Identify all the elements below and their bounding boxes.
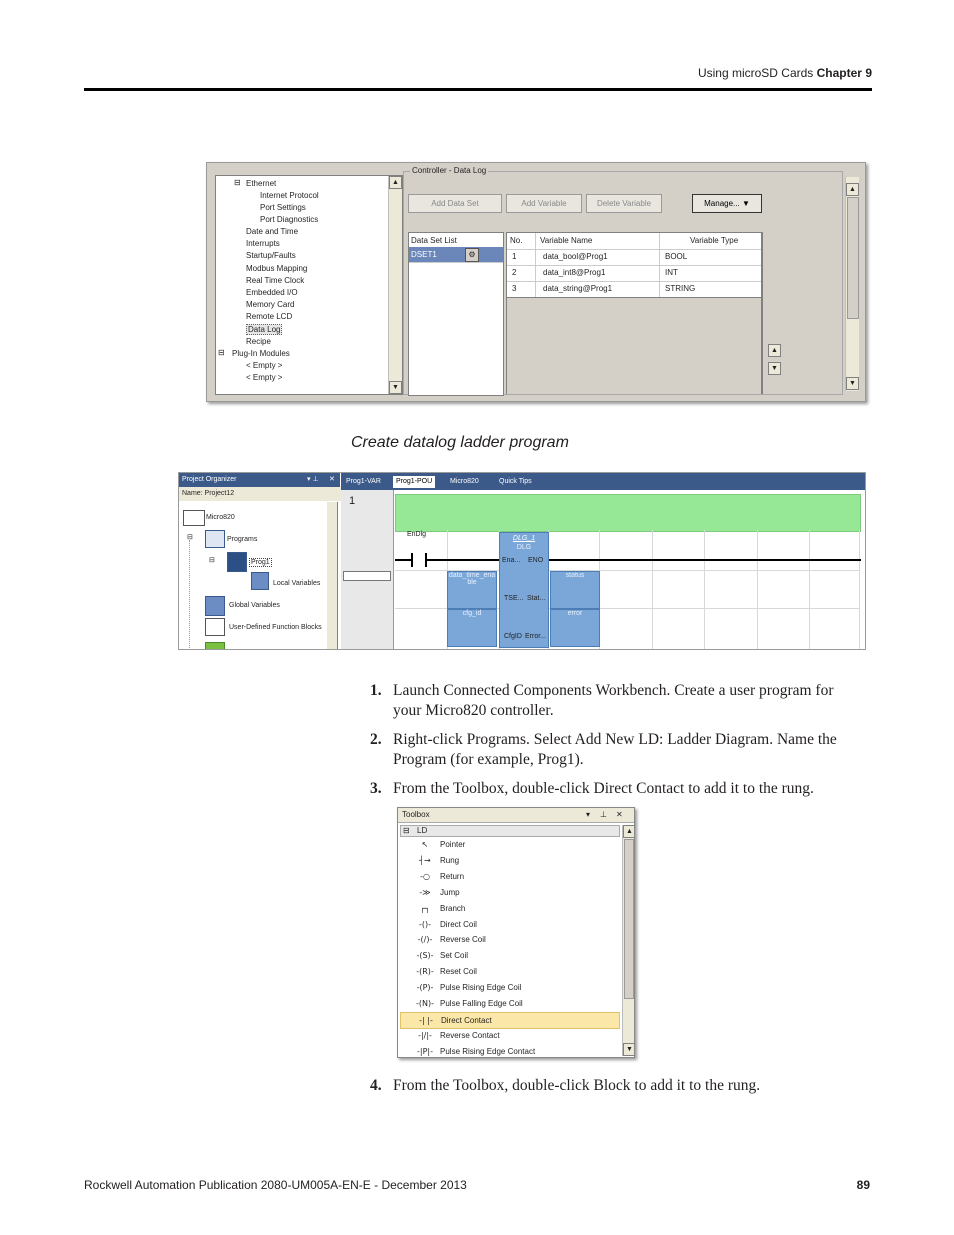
project-tree (179, 502, 338, 649)
scroll-down-icon[interactable]: ▼ (623, 1043, 635, 1056)
rung-handle[interactable] (343, 571, 391, 581)
tab-prog1-pou[interactable]: Prog1-POU (393, 476, 435, 488)
scroll-thumb[interactable] (847, 197, 859, 319)
pin-cfgid: CfgID (504, 633, 522, 640)
pin-error: Error... (525, 633, 547, 640)
data-set-name: DSET1 (411, 250, 437, 259)
toolbox-item[interactable] (400, 885, 618, 900)
global-variables-icon (205, 596, 225, 616)
move-down-icon[interactable]: ▼ (768, 362, 781, 375)
var-data-time-enable[interactable] (447, 571, 497, 609)
grid-line (704, 530, 705, 649)
rung-line (395, 559, 861, 561)
table-row[interactable] (507, 281, 761, 297)
toolbox-screenshot (397, 807, 635, 1058)
var-cfg-id[interactable] (447, 609, 497, 647)
tree-item-udfb[interactable]: User-Defined Function Blocks (229, 624, 322, 631)
tree-item-data-log[interactable]: Data Log (248, 325, 281, 334)
step-number: 1. (370, 682, 382, 699)
variable-table-header (507, 233, 761, 250)
tree-scrollbar[interactable] (388, 176, 402, 394)
var-error[interactable] (550, 609, 600, 647)
scroll-up-icon[interactable]: ▲ (623, 825, 635, 838)
collapse-icon[interactable]: ⊟ (234, 178, 241, 187)
close-icon[interactable]: ✕ (329, 473, 339, 487)
tree-item-port-settings[interactable]: Port Settings (260, 203, 306, 212)
block-instance: DLG_1 (512, 535, 536, 542)
step-text: Launch Connected Components Workbench. Create a user program for your Micro820 controller. (393, 682, 834, 719)
tree-item-embedded-io[interactable]: Embedded I/O (246, 288, 298, 297)
col-divider (535, 233, 536, 297)
toolbox-item[interactable] (400, 837, 618, 852)
toolbox-item-label: Jump (440, 887, 460, 897)
table-row[interactable] (507, 249, 761, 266)
toolbox-scrollbar[interactable] (622, 825, 634, 1056)
variable-table (506, 232, 762, 298)
tab-micro820[interactable]: Micro820 (450, 478, 479, 485)
ladder-screenshot (178, 472, 866, 650)
block-type: DLG (516, 544, 532, 551)
toolbox-item[interactable] (400, 932, 618, 947)
pin-stat: Stat... (527, 595, 546, 602)
pin-icon[interactable]: ▾ ⊥ (307, 476, 319, 483)
controller-tree (215, 175, 403, 395)
close-icon[interactable]: ✕ (616, 810, 623, 819)
toolbox-item[interactable] (400, 1012, 620, 1029)
udfb-icon (205, 618, 225, 636)
pulse-falling-coil-icon: -(N)- (416, 999, 434, 1008)
tree-item-memory-card[interactable]: Memory Card (246, 300, 295, 309)
table-row[interactable] (507, 265, 761, 282)
rung-number-column (341, 490, 394, 649)
tree-item-port-diagnostics[interactable]: Port Diagnostics (260, 215, 319, 224)
direct-contact-icon: -| |- (419, 1015, 433, 1025)
tree-item-recipe[interactable]: Recipe (246, 337, 271, 346)
toolbox-item-label: Reset Coil (440, 967, 477, 977)
tree-item-empty-1[interactable]: < Empty > (246, 361, 283, 370)
toolbox-item[interactable] (400, 980, 618, 995)
add-variable-button[interactable]: Add Variable (506, 194, 582, 213)
pulse-rising-coil-icon: -(P)- (416, 983, 434, 993)
tree-item-modbus-mapping[interactable]: Modbus Mapping (246, 264, 308, 273)
footer-page-number: 89 (856, 1178, 870, 1192)
toolbox-item-label: Pulse Rising Edge Contact (440, 1046, 536, 1056)
tree-item-empty-2[interactable]: < Empty > (246, 373, 283, 382)
toolbox-item[interactable] (400, 853, 618, 868)
grid-line (757, 530, 758, 649)
group-title: Controller - Data Log (412, 166, 487, 175)
col-divider (659, 233, 660, 297)
toolbox-category-ld[interactable] (400, 825, 620, 837)
tree-item-plug-in-modules[interactable]: Plug-In Modules (232, 349, 290, 358)
step-text: From the Toolbox, double-click Direct Contact to add it to the rung. (393, 780, 814, 797)
tab-prog1-var[interactable]: Prog1-VAR (346, 478, 381, 485)
datalog-screenshot (206, 162, 866, 402)
figure-caption: Create datalog ladder program (351, 434, 569, 451)
cell-no: 1 (512, 252, 517, 261)
step-number: 4. (370, 1077, 382, 1094)
step-text: From the Toolbox, double-click Block to add it to the rung. (393, 1077, 761, 1094)
tree-item-interrupts[interactable]: Interrupts (246, 239, 280, 248)
direct-coil-icon: -()- (418, 919, 431, 929)
var-label: data_time_ena ble (448, 572, 496, 586)
rung-comment-area[interactable] (395, 494, 861, 532)
toolbox-item-label: Pulse Rising Edge Coil (440, 983, 522, 993)
datalog-group (403, 166, 843, 395)
toolbox-item[interactable] (400, 1044, 618, 1058)
toolbox-item[interactable] (400, 948, 618, 963)
collapse-icon[interactable]: ⊟ (187, 534, 193, 541)
programs-icon (205, 530, 225, 548)
grid-line (652, 530, 653, 649)
dropdown-icon[interactable]: ▾ (586, 810, 591, 819)
cell-no: 2 (512, 268, 517, 277)
tree-item-date-and-time[interactable]: Date and Time (246, 227, 299, 236)
cell-no: 3 (512, 284, 517, 293)
data-types-icon (205, 642, 225, 650)
pin-eno: ENO (528, 557, 544, 564)
controller-icon (183, 510, 205, 526)
tree-item-remote-lcd[interactable]: Remote LCD (246, 312, 293, 321)
tree-item-local-variables[interactable]: Local Variables (273, 580, 321, 587)
local-variables-icon (251, 572, 269, 590)
toolbox-title-bar (398, 808, 634, 823)
scroll-up-icon[interactable]: ▲ (389, 176, 402, 189)
tree-item-global-variables[interactable]: Global Variables (229, 602, 280, 609)
project-name: Name: Project12 (179, 487, 342, 501)
pin-icon[interactable]: ⊥ (600, 810, 607, 819)
scroll-thumb[interactable] (624, 839, 634, 999)
pin-tse: TSE... (504, 595, 524, 602)
step-text: Right-click Programs. Select Add New LD: Ladder Diagram. Name the Program (for example, Prog1). (393, 731, 837, 768)
tree-item-prog1[interactable]: Prog1 (251, 559, 270, 566)
toolbox-item-label: Direct Contact (441, 1015, 492, 1025)
manage-label: Manage... (704, 199, 740, 208)
toolbox-item-label: Rung (440, 855, 460, 865)
col-variable-type: Variable Type (690, 236, 739, 245)
cell-name: data_int8@Prog1 (543, 268, 606, 277)
footer-publication: Rockwell Automation Publication 2080-UM005A-EN-E - December 2013 (84, 1178, 467, 1192)
dlg-function-block[interactable] (499, 532, 549, 648)
reverse-contact-icon: -|/|- (418, 1030, 432, 1040)
cell-name: data_bool@Prog1 (543, 252, 608, 261)
delete-variable-button[interactable]: Delete Variable (586, 194, 662, 213)
jump-icon: -≫ (419, 887, 431, 897)
reverse-coil-icon: -(/)- (417, 935, 433, 945)
toolbox-item[interactable] (400, 901, 618, 916)
add-data-set-button[interactable]: Add Data Set (408, 194, 502, 213)
pointer-icon: ↖ (421, 840, 429, 849)
move-up-icon[interactable]: ▲ (768, 344, 781, 357)
scroll-down-icon[interactable]: ▼ (389, 381, 402, 394)
scroll-up-icon[interactable]: ▲ (846, 183, 859, 196)
tab-quick-tips[interactable]: Quick Tips (499, 478, 532, 485)
var-status[interactable] (550, 571, 600, 609)
step-number: 2. (370, 731, 382, 748)
grid-line (809, 530, 810, 649)
var-label: error (567, 610, 583, 617)
running-header (698, 66, 872, 80)
tree-item-real-time-clock[interactable]: Real Time Clock (246, 276, 305, 285)
toolbox-item[interactable] (400, 996, 618, 1011)
cell-type: INT (665, 268, 678, 277)
cell-type: BOOL (665, 252, 688, 261)
data-set-list (408, 232, 504, 396)
tree-item-startup-faults[interactable]: Startup/Faults (246, 251, 296, 260)
toolbox-item-label: Direct Coil (440, 919, 477, 929)
variable-table-empty-area (506, 296, 762, 394)
manage-button[interactable] (692, 194, 762, 213)
set-coil-icon: -(S)- (416, 951, 434, 961)
tree-connector (189, 540, 191, 650)
pulse-rising-contact-icon: -|P|- (417, 1046, 433, 1056)
project-organizer-title (179, 473, 340, 487)
cell-type: STRING (665, 284, 696, 293)
toolbox-item-label: Branch (440, 903, 466, 913)
header-rule (84, 88, 872, 91)
gear-icon[interactable]: ⚙ (465, 248, 479, 262)
toolbox-item-label: Set Coil (440, 951, 469, 961)
tree-item-programs[interactable]: Programs (227, 536, 258, 543)
toolbox-item-label: Return (440, 871, 465, 881)
contact-label: EnDlg (407, 531, 427, 538)
toolbox-item-label: Reverse Contact (440, 1030, 500, 1040)
divider (762, 232, 763, 394)
toolbox-item-label: Reverse Coil (440, 935, 486, 945)
toolbox-item-label: Pointer (440, 840, 466, 849)
collapse-icon[interactable]: ⊟ (209, 557, 215, 564)
toolbox-item[interactable] (400, 869, 618, 884)
toolbox-item[interactable] (400, 964, 618, 979)
tree-item-ethernet[interactable]: Ethernet (246, 179, 277, 188)
grid-line (859, 530, 860, 649)
collapse-icon[interactable]: ⊟ (218, 348, 225, 357)
step-number: 3. (370, 780, 382, 797)
reset-coil-icon: -(R)- (416, 967, 434, 977)
project-tree-scrollbar[interactable] (327, 502, 337, 649)
return-icon: -○ (420, 871, 430, 881)
page-scrollbar[interactable] (845, 177, 859, 391)
header-section: Using microSD Cards (697, 66, 814, 80)
data-set-row[interactable] (409, 247, 503, 263)
tree-item-internet-protocol[interactable]: Internet Protocol (260, 191, 319, 200)
data-set-list-header: Data Set List (411, 236, 457, 245)
col-no: No. (510, 236, 523, 245)
toolbox-item-label: Pulse Falling Edge Coil (440, 999, 523, 1008)
tree-item-micro820[interactable]: Micro820 (206, 514, 235, 521)
scroll-down-icon[interactable]: ▼ (846, 377, 859, 390)
category-label: LD (417, 826, 428, 835)
rung-number: 1 (349, 495, 356, 507)
header-chapter: Chapter 9 (816, 66, 872, 80)
dropdown-arrow-icon: ▼ (741, 199, 750, 208)
direct-contact-icon[interactable] (411, 553, 427, 567)
toolbox-title: Toolbox (402, 810, 430, 819)
cell-name: data_string@Prog1 (543, 284, 613, 293)
pin-en: Ena... (502, 557, 521, 564)
col-variable-name: Variable Name (540, 236, 593, 245)
project-organizer-label: Project Organizer (182, 476, 237, 483)
var-label: status (565, 572, 585, 579)
toolbox-item[interactable] (400, 917, 618, 932)
editor-tabs (341, 473, 865, 490)
toolbox-item[interactable] (400, 1028, 618, 1043)
var-label: cfg_id (462, 610, 482, 617)
collapse-icon: ⊟ (403, 826, 410, 835)
branch-icon: ┌┐ (420, 903, 430, 913)
program-icon (227, 552, 247, 572)
rung-icon: ┤→ (419, 855, 431, 865)
